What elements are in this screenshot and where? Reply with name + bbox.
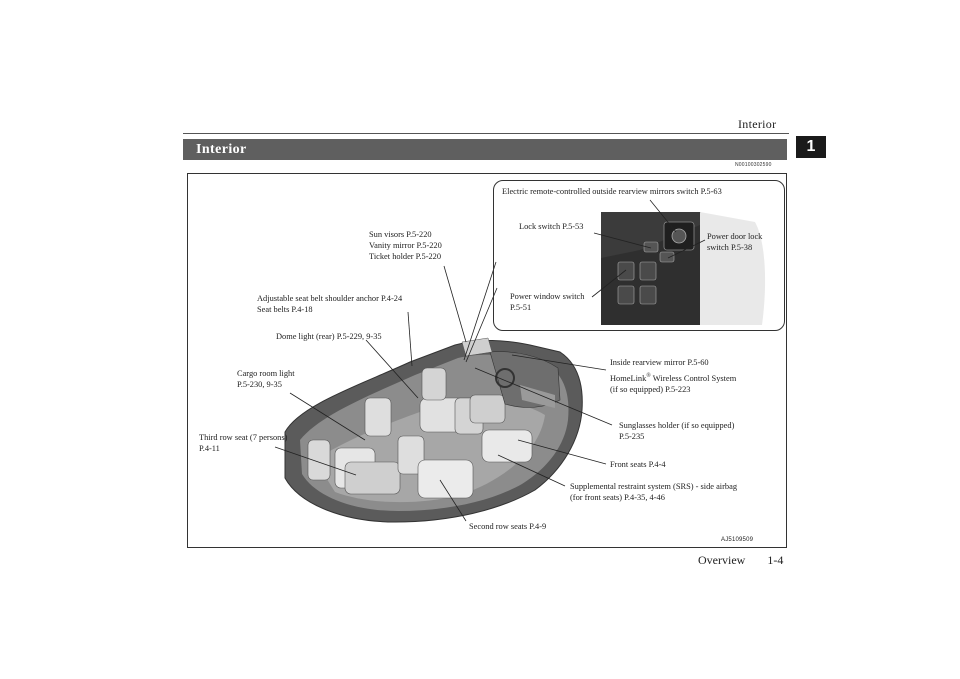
figure-code: AJ5109509	[721, 537, 754, 543]
chapter-tab: 1	[796, 136, 826, 158]
label-power-window-switch: Power window switch P.5-51	[510, 292, 585, 312]
label-power-door-lock: Power door lock switch P.5-38	[707, 232, 763, 252]
footer-section: Overview	[698, 553, 746, 567]
label-mirrors-switch: Electric remote-controlled outside rearview mirrors switch P.5-63	[502, 187, 722, 196]
label-sunglasses-holder: Sunglasses holder (if so equipped) P.5-235	[619, 421, 735, 441]
label-dome-light: Dome light (rear) P.5-229, 9-35	[276, 332, 382, 341]
section-title-bar: Interior	[183, 139, 787, 160]
label-cargo-room-light: Cargo room light P.5-230, 9-35	[237, 369, 295, 389]
section-code: N00100302590	[735, 162, 772, 168]
footer-page-number: 1-4	[767, 553, 784, 567]
label-front-seats: Front seats P.4-4	[610, 460, 666, 469]
label-inside-rearview-mirror: Inside rearview mirror P.5-60 HomeLink® Wireless Control System (if so equipped) P.5-223	[610, 358, 737, 394]
label-third-row-seat: Third row seat (7 persons) P.4-11	[199, 433, 288, 453]
page-footer	[698, 553, 783, 568]
label-lock-switch: Lock switch P.5-53	[519, 222, 584, 231]
header-title: Interior	[738, 117, 777, 131]
label-side-airbag: Supplemental restraint system (SRS) - side airbag (for front seats) P.4-35, 4-46	[570, 482, 738, 502]
label-second-row-seats: Second row seats P.4-9	[469, 522, 547, 531]
label-seat-belt-anchor: Adjustable seat belt shoulder anchor P.4-24 Seat belts P.4-18	[257, 294, 403, 314]
label-sun-visors: Sun visors P.5-220 Vanity mirror P.5-220 Ticket holder P.5-220	[369, 230, 442, 261]
